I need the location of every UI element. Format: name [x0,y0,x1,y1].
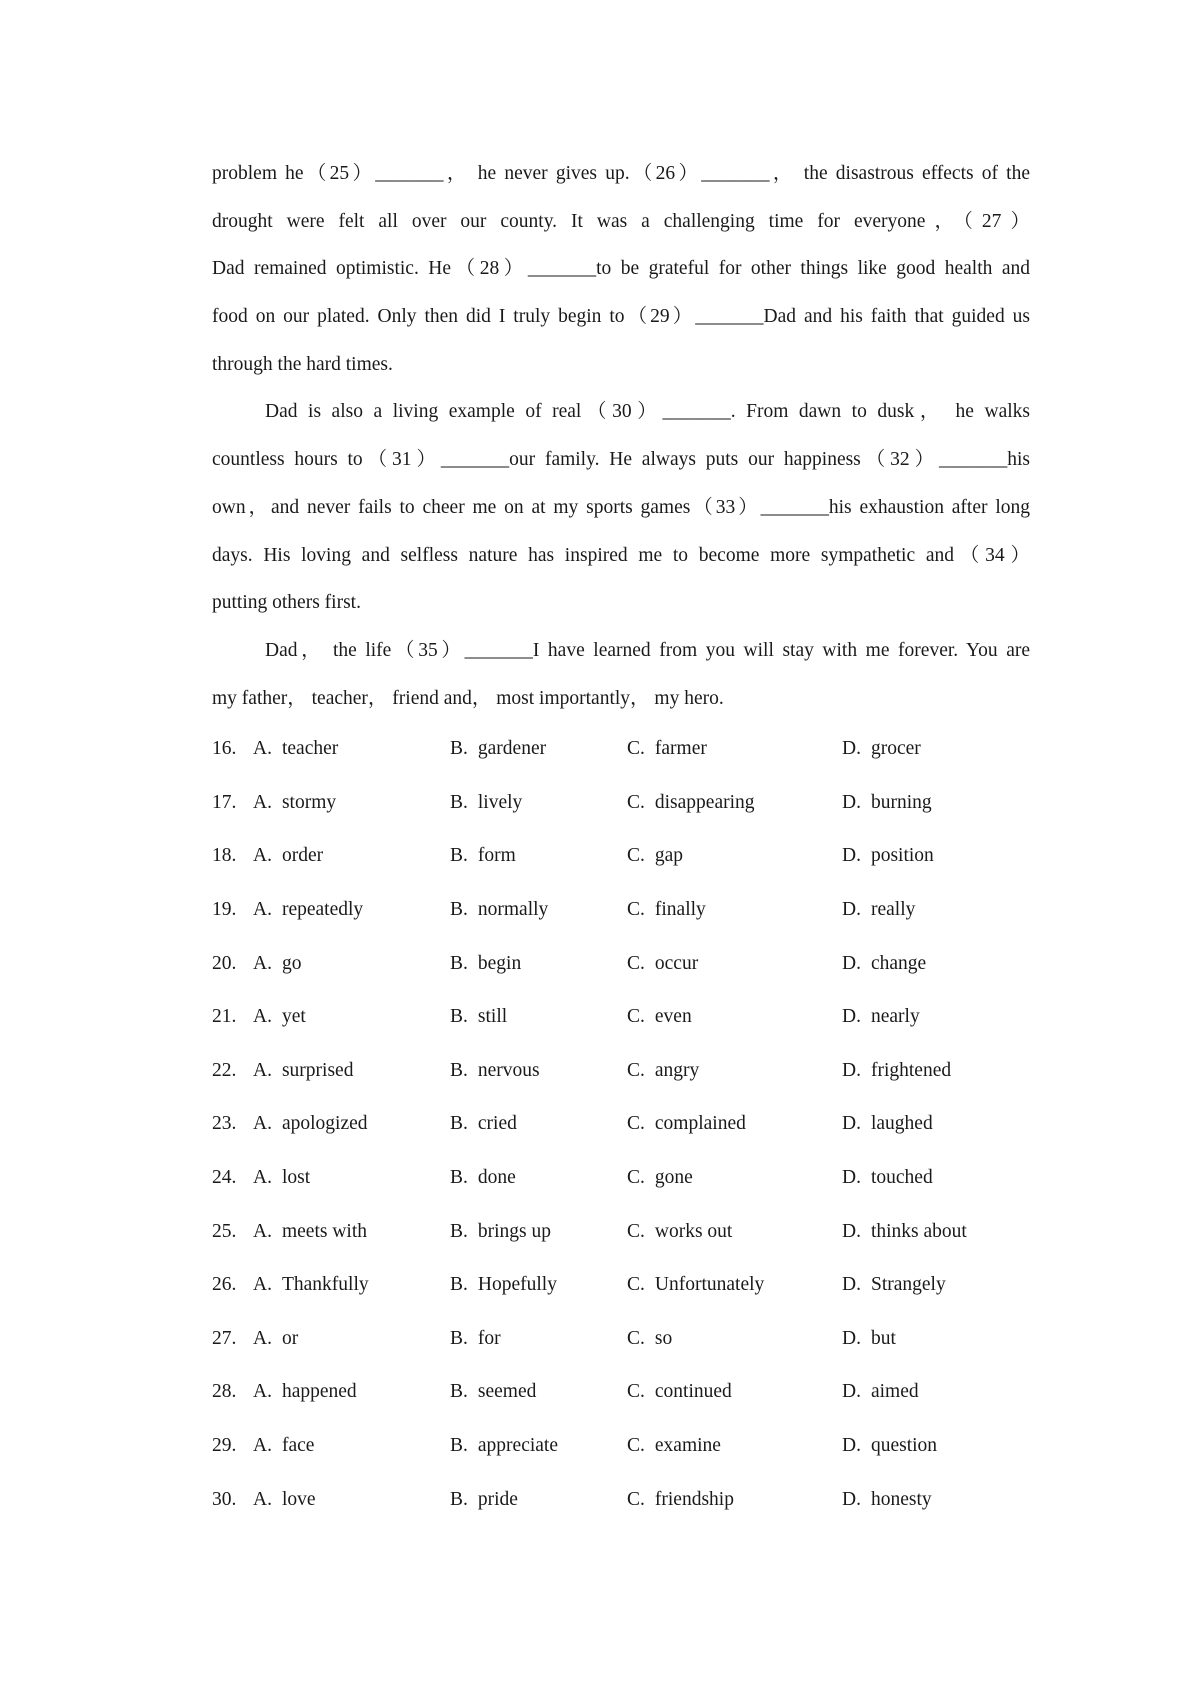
option-text: teacher [281,738,339,760]
question-number: 30. [212,1488,237,1510]
passage-line: Dad， the life（35）_______I have learned from you will stay with me forever. You are [265,639,1030,661]
question-row [212,776,1030,830]
option-text: even [654,1006,692,1028]
option-a[interactable] [253,776,336,830]
option-c[interactable] [627,1473,734,1527]
option-d[interactable] [842,1097,933,1151]
option-d[interactable] [842,990,920,1044]
option-a[interactable] [253,829,323,883]
option-text: angry [654,1059,700,1081]
option-b[interactable] [450,1044,540,1098]
option-d[interactable] [842,1044,951,1098]
option-letter: B. [450,1327,468,1349]
option-text: done [477,1167,516,1188]
question-number: 29. [212,1434,237,1456]
option-b[interactable] [450,990,507,1044]
question-row [212,1044,1030,1098]
option-a[interactable] [253,990,306,1044]
option-d[interactable] [842,722,921,776]
option-letter: B. [450,1113,468,1135]
question-number: 24. [212,1167,237,1188]
option-text: order [281,845,324,867]
option-letter: A. [253,1059,272,1081]
option-text: begin [477,952,522,974]
option-text: Thankfully [281,1274,369,1296]
option-text: appreciate [477,1434,558,1456]
option-c[interactable] [627,937,698,991]
option-text: burning [870,791,932,813]
question-row [212,883,1030,937]
question-number: 26. [212,1274,237,1296]
option-letter: D. [842,1434,861,1456]
question-number: 20. [212,952,237,974]
option-text: apologized [281,1113,368,1135]
option-letter: B. [450,738,468,760]
option-letter: D. [842,952,861,974]
option-letter: A. [253,1381,272,1403]
option-b[interactable] [450,937,521,991]
option-text: for [477,1327,501,1349]
option-letter: B. [450,899,468,921]
option-letter: A. [253,1113,272,1135]
option-text: nearly [870,1006,920,1028]
option-d[interactable] [842,937,926,991]
option-letter: B. [450,1006,468,1028]
option-a[interactable] [253,1419,314,1473]
option-letter: C. [627,899,645,921]
option-letter: D. [842,1167,861,1188]
option-b[interactable] [450,829,516,883]
question-row [212,1097,1030,1151]
question-number: 28. [212,1381,237,1403]
option-letter: C. [627,845,645,867]
option-letter: D. [842,738,861,760]
passage-line: drought were felt all over our county. It was a challenging time for everyone，（27） [212,210,1030,232]
option-text: honesty [870,1488,932,1510]
option-text: really [870,899,916,921]
option-text: lost [281,1167,311,1188]
option-text: thinks about [870,1220,967,1242]
option-letter: C. [627,1274,645,1296]
question-number: 21. [212,1006,237,1028]
option-b[interactable] [450,1365,536,1419]
option-d[interactable] [842,829,934,883]
question-row [212,1151,1030,1205]
option-letter: D. [842,1220,861,1242]
option-letter: B. [450,1274,468,1296]
option-b[interactable] [450,1312,501,1366]
option-letter: D. [842,1006,861,1028]
option-letter: C. [627,1167,645,1188]
option-text: form [477,845,516,867]
option-text: normally [477,899,549,921]
question-number: 27. [212,1327,237,1349]
option-d[interactable] [842,1258,946,1312]
option-b[interactable] [450,1258,557,1312]
option-letter: A. [253,1327,272,1349]
option-text: seemed [477,1381,537,1403]
passage-line: own，and never fails to cheer me on at my sports games（33）_______his exhaustion after long [212,496,1030,518]
option-c[interactable] [627,990,692,1044]
option-d[interactable] [842,1419,937,1473]
option-text: position [870,845,934,867]
question-row [212,1365,1030,1419]
option-a[interactable] [253,1312,298,1366]
option-d[interactable] [842,1312,896,1366]
option-letter: B. [450,1434,468,1456]
question-row [212,1473,1030,1527]
option-text: gap [654,845,684,867]
option-b[interactable] [450,1419,558,1473]
passage-line: putting others first. [212,592,361,614]
option-c[interactable] [627,883,706,937]
option-text: still [477,1006,508,1028]
option-text: stormy [281,791,337,813]
passage-line: my father， teacher， friend and， most importantly， my hero. [212,687,724,709]
option-letter: B. [450,791,468,813]
passage-line: Dad is also a living example of real（30）_______. From dawn to dusk， he walks [265,401,1030,423]
option-b[interactable] [450,776,522,830]
passage-line: Dad remained optimistic. He（28）_______to be grateful for other things like good health and [212,258,1030,280]
option-d[interactable] [842,883,915,937]
option-c[interactable] [627,722,707,776]
option-b[interactable] [450,1473,518,1527]
question-row [212,722,1030,776]
option-text: happened [281,1381,357,1403]
option-letter: D. [842,1381,861,1403]
option-a[interactable] [253,1365,357,1419]
option-d[interactable] [842,1151,933,1205]
option-text: friendship [654,1488,734,1510]
passage-line: problem he（25）_______， he never gives up.（26）_______， the disastrous effects of the [212,163,1030,184]
option-text: nervous [477,1059,540,1081]
option-letter: B. [450,1220,468,1242]
option-c[interactable] [627,776,755,830]
option-text: gardener [477,738,547,760]
option-d[interactable] [842,1473,932,1527]
option-text: gone [654,1167,693,1188]
option-a[interactable] [253,1205,367,1259]
option-c[interactable] [627,1205,732,1259]
option-a[interactable] [253,1258,369,1312]
option-b[interactable] [450,883,548,937]
option-letter: A. [253,1434,272,1456]
option-a[interactable] [253,1473,316,1527]
option-letter: A. [253,952,272,974]
option-letter: B. [450,952,468,974]
option-letter: B. [450,1488,468,1510]
option-c[interactable] [627,1151,693,1205]
option-letter: C. [627,1327,645,1349]
exam-page [212,150,1030,1526]
option-letter: D. [842,899,861,921]
question-row [212,990,1030,1044]
option-letter: C. [627,1113,645,1135]
option-letter: B. [450,845,468,867]
option-b[interactable] [450,722,546,776]
reading-passage [212,150,1030,722]
question-number: 17. [212,791,237,813]
option-c[interactable] [627,1365,732,1419]
option-a[interactable] [253,937,301,991]
question-row [212,1312,1030,1366]
option-text: touched [870,1167,933,1188]
option-a[interactable] [253,883,363,937]
question-number: 16. [212,738,237,760]
option-text: aimed [870,1381,919,1403]
option-text: grocer [870,738,921,760]
option-letter: A. [253,1488,272,1510]
option-letter: A. [253,1006,272,1028]
option-text: continued [654,1381,732,1403]
question-row [212,1258,1030,1312]
option-text: Strangely [870,1274,946,1296]
option-c[interactable] [627,1419,721,1473]
option-letter: C. [627,738,645,760]
option-text: laughed [870,1113,933,1135]
option-letter: C. [627,952,645,974]
option-letter: A. [253,1167,272,1188]
question-number: 18. [212,845,237,867]
option-text: finally [654,899,706,921]
question-number: 23. [212,1113,237,1135]
option-text: love [281,1488,316,1510]
option-text: examine [654,1434,721,1456]
option-c[interactable] [627,829,683,883]
option-letter: C. [627,1381,645,1403]
option-text: pride [477,1488,518,1510]
option-letter: B. [450,1167,468,1188]
option-text: yet [281,1006,306,1028]
option-text: question [870,1434,938,1456]
option-letter: A. [253,899,272,921]
option-letter: D. [842,845,861,867]
option-text: or [281,1327,299,1349]
question-row [212,1419,1030,1473]
passage-line: days. His loving and selfless nature has inspired me to become more sympathetic and（34） [212,544,1030,566]
option-letter: C. [627,1006,645,1028]
option-letter: D. [842,1274,861,1296]
option-text: occur [654,952,699,974]
question-number: 25. [212,1220,237,1242]
passage-line: countless hours to（31）_______our family. He always puts our happiness（32）_______his [212,449,1030,471]
option-text: disappearing [654,791,755,813]
option-text: go [281,952,302,974]
option-letter: B. [450,1381,468,1403]
option-text: change [870,952,927,974]
option-letter: C. [627,791,645,813]
option-a[interactable] [253,1151,310,1205]
question-row [212,1205,1030,1259]
option-a[interactable] [253,1044,353,1098]
passage-line: through the hard times. [212,353,393,375]
option-b[interactable] [450,1205,551,1259]
question-row [212,937,1030,991]
option-letter: C. [627,1488,645,1510]
option-text: but [870,1327,896,1349]
option-a[interactable] [253,1097,368,1151]
option-text: Hopefully [477,1274,557,1296]
option-letter: D. [842,1488,861,1510]
option-letter: D. [842,1327,861,1349]
option-text: brings up [477,1220,552,1242]
option-a[interactable] [253,722,338,776]
option-letter: D. [842,1113,861,1135]
option-c[interactable] [627,1097,746,1151]
option-text: cried [477,1113,517,1135]
option-letter: C. [627,1434,645,1456]
option-text: frightened [870,1059,952,1081]
option-letter: B. [450,1059,468,1081]
option-text: works out [654,1220,733,1242]
option-text: repeatedly [281,899,364,921]
option-letter: D. [842,791,861,813]
option-letter: A. [253,845,272,867]
option-text: meets with [281,1220,367,1242]
option-letter: D. [842,1059,861,1081]
option-c[interactable] [627,1258,764,1312]
passage-line: food on our plated. Only then did I truly begin to（29）_______Dad and his faith that guided us [212,306,1030,328]
option-c[interactable] [627,1312,672,1366]
option-letter: C. [627,1220,645,1242]
question-number: 22. [212,1059,237,1081]
option-text: lively [477,791,523,813]
option-text: farmer [654,738,707,760]
option-b[interactable] [450,1097,517,1151]
option-text: Unfortunately [654,1274,765,1296]
question-row [212,829,1030,883]
option-text: surprised [281,1059,354,1081]
option-d[interactable] [842,1205,967,1259]
option-d[interactable] [842,776,932,830]
option-d[interactable] [842,1365,919,1419]
question-number: 19. [212,899,237,921]
option-letter: A. [253,738,272,760]
answer-options-list [212,722,1030,1526]
option-letter: A. [253,1274,272,1296]
option-text: complained [654,1113,746,1135]
option-b[interactable] [450,1151,516,1205]
option-text: so [654,1327,673,1349]
option-text: face [281,1434,315,1456]
option-letter: C. [627,1059,645,1081]
option-letter: A. [253,1220,272,1242]
option-letter: A. [253,791,272,813]
option-c[interactable] [627,1044,699,1098]
